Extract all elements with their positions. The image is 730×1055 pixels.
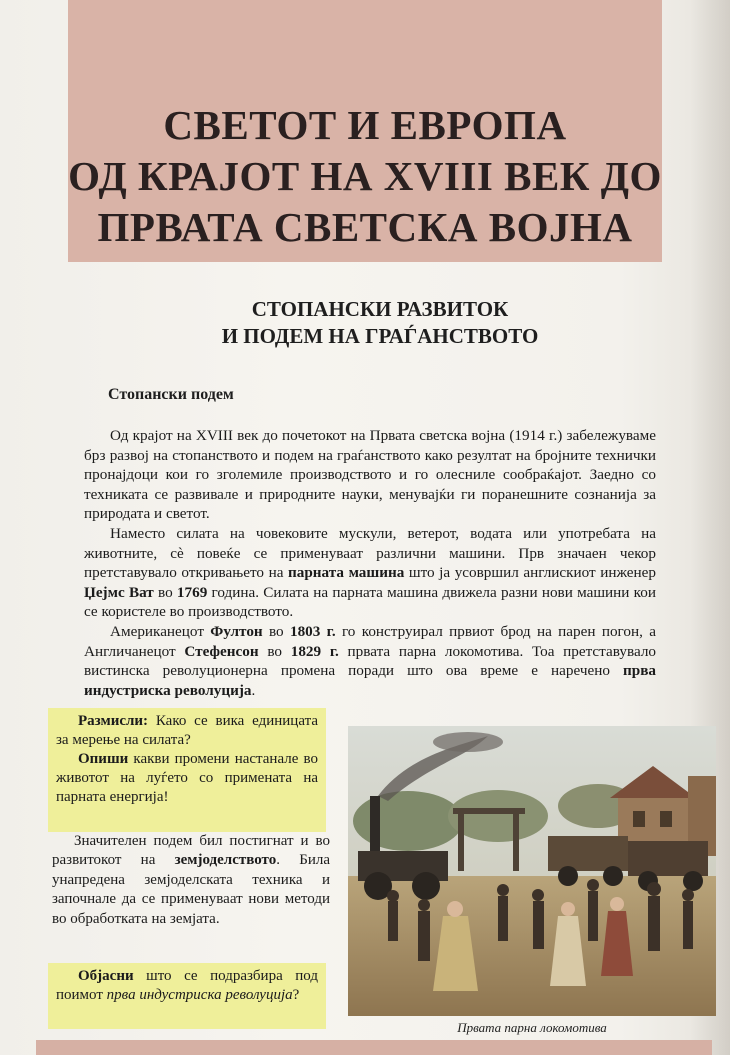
text-run: година. Силата на парната машина движела разни нови машини кои се користеле во производството. (84, 583, 656, 621)
text-run: . Била унапредена земјоделската техника и започнале да се применуваат нови методи во обработката на земјата. (52, 852, 330, 927)
text-run: Наместо силата на човековите мускули, ветерот, водата или употребата на животните, сè повеќе се применуваат различни машини. Прв значаен чекор претставувало откривањето на (84, 524, 656, 582)
explain-question (56, 967, 318, 1005)
describe-label: Опиши (78, 751, 129, 767)
text-run: . (251, 681, 256, 699)
paragraph-2 (84, 524, 656, 622)
chapter-title-line-1: СТОПАНСКИ РАЗВИТОК (251, 297, 509, 321)
paragraph-1: Од крајот на XVIII век до почетокот на Првата светска војна (1914 г.) забележуваме брз развој на стопанството и подем на граѓанството како резултат на бројните технички пронајдоци кои го зголемиле производството и го олесниле сообраќајот. Заедно со техниката се развивале и природните науки, менувајќи ги поранешните сознанија за природата и светот. (84, 427, 656, 523)
think-label: Размисли: (78, 713, 149, 729)
year-1829: 1829 г. (290, 642, 339, 660)
year-1803: 1803 г. (289, 622, 336, 640)
think-text: Како се вика единицата за мерење на силата? (56, 713, 318, 748)
unit-title-line-2: ОД КРАЈОТ НА XVIII ВЕК ДО (68, 153, 662, 199)
name-fulton: Фултон (210, 622, 263, 640)
question-box-explain (48, 963, 326, 1029)
chapter-title (150, 296, 610, 350)
chapter-title-line-2: И ПОДЕМ НА ГРАЃАНСТВОТО (221, 324, 539, 348)
describe-text: какви промени настанале во животот на луѓето со примената на парната енергија! (56, 751, 318, 805)
bottom-band (36, 1040, 712, 1055)
text-run: го конструирал првиот брод на парен погон, а Англичанецот (84, 622, 656, 660)
term-steam-engine: парната машина (288, 564, 405, 582)
text-run: Американецот (110, 622, 211, 640)
text-run: во (258, 642, 291, 660)
text-run: што ја усовршил англискиот инженер (404, 564, 657, 582)
term-industrial-revolution: прва индустриска револуција (84, 662, 656, 699)
name-james-watt: Џејмс Ват (84, 583, 154, 601)
question-box-think (48, 708, 326, 832)
paragraph-3 (84, 622, 656, 700)
year-1769: 1769 (176, 583, 208, 601)
agriculture-paragraph (52, 832, 330, 929)
think-question (56, 712, 318, 750)
unit-title (68, 100, 662, 253)
text-run: ? (292, 987, 300, 1003)
figure-caption: Првата парна локомотива (457, 1020, 607, 1035)
section-title: Стопански подем (108, 386, 234, 403)
explain-label: Објасни (78, 968, 134, 984)
text-run: Значителен подем бил постигнат и во развитокот на (52, 833, 330, 869)
agriculture-text (52, 832, 330, 929)
unit-title-line-1: СВЕТОТ И ЕВРОПА (163, 102, 567, 148)
text-run: во (262, 622, 290, 640)
steam-locomotive-illustration (348, 726, 716, 1016)
describe-question (56, 750, 318, 807)
text-run: првата парна локомотива. Тоа претставувало вистинска револуционерна промена поради што ова време е наречено (84, 642, 656, 680)
unit-title-line-3: ПРВАТА СВЕТСКА ВОЈНА (97, 204, 633, 250)
text-run: што се подразбира под поимот (56, 968, 318, 1003)
name-stephenson: Стефенсон (184, 642, 259, 660)
main-text (84, 426, 656, 700)
term-agriculture: земјоделството (174, 852, 277, 869)
explain-term: прва индустриска револуција (106, 987, 293, 1003)
text-run: во (153, 583, 177, 601)
